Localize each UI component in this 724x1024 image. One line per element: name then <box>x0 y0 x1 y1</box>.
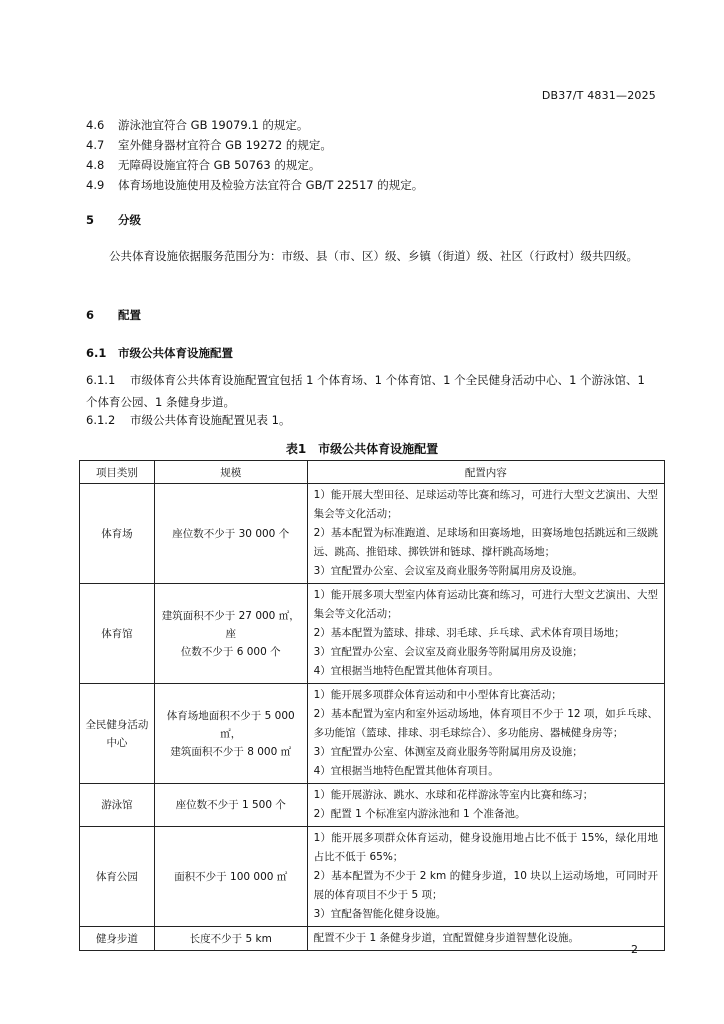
clause-text: 室外健身器材宜符合 GB 19272 的规定。 <box>118 138 332 152</box>
content-item: 2）基本配置为室内和室外运动场地，体育项目不少于 12 项，如乒乓球、多功能馆（篮球、排球、羽毛球综合）、多功能房、器械健身房等； <box>313 708 658 739</box>
table-row <box>80 484 665 584</box>
section-number: 6 <box>86 308 95 322</box>
row-category: 体育馆 <box>80 584 155 684</box>
row-category: 游泳馆 <box>80 784 155 827</box>
content-item: 1）能开展游泳、跳水、水球和花样游泳等室内比赛和练习； <box>313 789 594 801</box>
content-item: 2）基本配置为篮球、排球、羽毛球、乒乓球、武术体育项目场地； <box>313 627 625 639</box>
scale-line: 座位数不少于 30 000 个 <box>172 527 290 540</box>
section-title: 配置 <box>118 308 141 322</box>
content-item: 2）基本配置为不少于 2 km 的健身步道，10 块以上运动场地，可同时开展的体育项目不少于 5 项； <box>313 870 658 901</box>
row-category: 健身步道 <box>80 927 155 951</box>
section-number: 6.1 <box>86 346 107 360</box>
clause-4-6 <box>86 117 308 133</box>
table-row <box>80 684 665 784</box>
row-scale <box>154 827 307 927</box>
scale-line: 建筑面积不少于 27 000 ㎡，座 <box>161 609 300 640</box>
content-item: 1）能开展大型田径、足球运动等比赛和练习，可进行大型文艺演出、大型集会等文化活动； <box>313 489 658 520</box>
clause-6-1-2 <box>86 412 290 428</box>
content-item: 1）能开展多项群众体育运动和中小型体育比赛活动； <box>313 689 562 701</box>
clause-text: 市级体育公共体育设施配置宜包括 1 个体育场、1 个体育馆、1 个全民健身活动中心、1 个游泳馆、1 个体育公园、1 条健身步道。 <box>86 373 645 409</box>
clause-number: 6.1.2 <box>86 413 116 427</box>
content-item: 配置不少于 1 条健身步道，宜配置健身步道智慧化设施。 <box>313 932 579 944</box>
header-scale: 规模 <box>154 461 307 484</box>
section-number: 5 <box>86 213 95 227</box>
row-content <box>307 684 664 784</box>
content-item: 2）配置 1 个标准室内游泳池和 1 个准备池。 <box>313 808 526 820</box>
scale-line: 建筑面积不少于 8 000 ㎡ <box>170 745 292 758</box>
table-row <box>80 584 665 684</box>
scale-line: 长度不少于 5 km <box>189 932 272 945</box>
scale-line: 面积不少于 100 000 ㎡ <box>174 870 288 883</box>
table-title: 表1 市级公共体育设施配置 <box>285 442 439 456</box>
content-item: 3）宜配置办公室、会议室及商业服务等附属用房及设施。 <box>313 565 583 577</box>
content-item: 4）宜根据当地特色配置其他体育项目。 <box>313 665 499 677</box>
clause-6-1-1 <box>86 369 658 413</box>
clause-4-8 <box>86 157 320 173</box>
section-5-paragraph: 公共体育设施依据服务范围分为：市级、县（市、区）级、乡镇（街道）级、社区（行政村）级共四级。 <box>109 249 638 263</box>
clause-number: 4.7 <box>86 138 105 152</box>
row-category: 全民健身活动中心 <box>80 684 155 784</box>
clause-text: 市级公共体育设施配置见表 1。 <box>130 413 291 427</box>
row-scale <box>154 684 307 784</box>
doc-code: DB37/T 4831—2025 <box>541 89 656 102</box>
table-row <box>80 827 665 927</box>
table-header-row <box>80 461 665 484</box>
content-item: 4）宜根据当地特色配置其他体育项目。 <box>313 765 499 777</box>
section-title: 市级公共体育设施配置 <box>118 346 233 360</box>
row-scale <box>154 927 307 951</box>
scale-line: 体育场地面积不少于 5 000 ㎡， <box>166 709 295 740</box>
row-scale <box>154 784 307 827</box>
row-content <box>307 484 664 584</box>
clause-text: 游泳池宜符合 GB 19079.1 的规定。 <box>118 118 309 132</box>
section-6-1-heading <box>86 345 233 361</box>
row-content <box>307 927 664 951</box>
clause-number: 6.1.1 <box>86 373 116 387</box>
table-row <box>80 927 665 951</box>
row-content <box>307 784 664 827</box>
clause-number: 4.8 <box>86 158 105 172</box>
page-number: 2 <box>631 943 638 956</box>
scale-line: 位数不少于 6 000 个 <box>180 645 281 658</box>
content-item: 3）宜配备智能化健身设施。 <box>313 908 447 920</box>
content-item: 3）宜配置办公室、体测室及商业服务等附属用房及设施； <box>313 746 583 758</box>
section-5-heading <box>86 212 141 228</box>
header-category: 项目类别 <box>80 461 155 484</box>
row-scale <box>154 584 307 684</box>
content-item: 1）能开展多项大型室内体育运动比赛和练习，可进行大型文艺演出、大型集会等文化活动； <box>313 589 658 620</box>
clause-4-9 <box>86 177 423 193</box>
clause-number: 4.9 <box>86 178 105 192</box>
row-content <box>307 584 664 684</box>
scale-line: 座位数不少于 1 500 个 <box>175 799 286 811</box>
row-scale <box>154 484 307 584</box>
clause-number: 4.6 <box>86 118 105 132</box>
facility-table <box>79 460 665 951</box>
row-content <box>307 827 664 927</box>
row-category: 体育公园 <box>80 827 155 927</box>
content-item: 1）能开展多项群众体育运动，健身设施用地占比不低于 15%，绿化用地占比不低于 65%； <box>313 832 658 863</box>
clause-text: 体育场地设施使用及检验方法宜符合 GB/T 22517 的规定。 <box>118 178 424 192</box>
content-item: 2）基本配置为标准跑道、足球场和田赛场地，田赛场地包括跳远和三级跳远、跳高、推铅球、掷铁饼和链球、撑杆跳高场地； <box>313 527 658 558</box>
section-6-heading <box>86 307 141 323</box>
table-row <box>80 784 665 827</box>
row-category: 体育场 <box>80 484 155 584</box>
header-content: 配置内容 <box>307 461 664 484</box>
clause-text: 无障碍设施宜符合 GB 50763 的规定。 <box>118 158 321 172</box>
content-item: 3）宜配置办公室、会议室及商业服务等附属用房及设施； <box>313 646 583 658</box>
section-title: 分级 <box>118 213 141 227</box>
clause-4-7 <box>86 137 332 153</box>
